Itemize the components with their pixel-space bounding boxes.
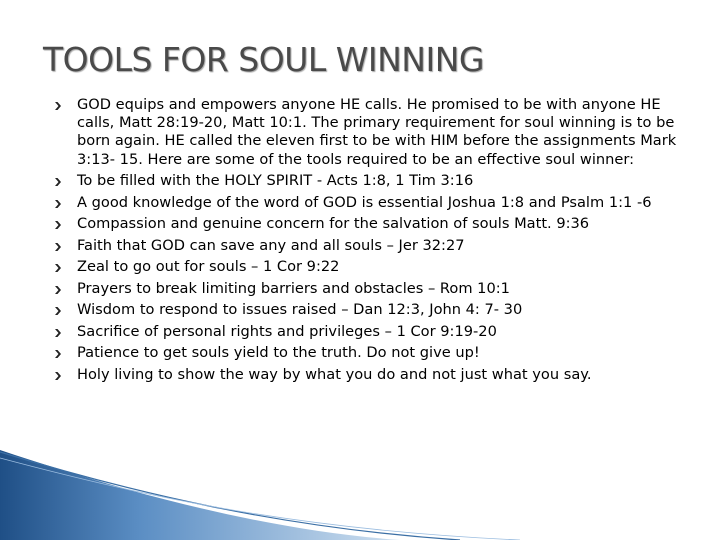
list-item xyxy=(55,96,695,169)
slide-title: TOOLS FOR SOUL WINNING xyxy=(43,40,484,79)
list-item-text: Wisdom to respond to issues raised – Dan 12:3, John 4: 7- 30 xyxy=(77,301,523,319)
list-item xyxy=(55,344,695,362)
arrow-bullet-icon xyxy=(55,200,63,208)
list-item-text: Sacrifice of personal rights and privileges – 1 Cor 9:19-20 xyxy=(77,322,497,340)
arrow-bullet-icon xyxy=(55,286,63,294)
list-item xyxy=(55,280,695,298)
list-item xyxy=(55,323,695,341)
list-item xyxy=(55,301,695,319)
list-item-text: Zeal to go out for souls – 1 Cor 9:22 xyxy=(77,258,340,276)
arrow-bullet-icon xyxy=(55,307,63,315)
arrow-bullet-icon xyxy=(55,264,63,272)
list-item-text: Patience to get souls yield to the truth. Do not give up! xyxy=(77,344,480,362)
list-item-text: To be filled with the HOLY SPIRIT - Acts 1:8, 1 Tim 3:16 xyxy=(77,172,474,190)
list-item xyxy=(55,215,695,233)
list-item xyxy=(55,237,695,255)
list-item-text: Compassion and genuine concern for the salvation of souls Matt. 9:36 xyxy=(77,215,590,233)
arrow-bullet-icon xyxy=(55,221,63,229)
arrow-bullet-icon xyxy=(55,243,63,251)
corner-swoosh-decoration xyxy=(0,440,720,540)
list-item-text: Holy living to show the way by what you do and not just what you say. xyxy=(77,365,592,383)
bullet-list xyxy=(55,96,695,387)
list-item-text: A good knowledge of the word of GOD is essential Joshua 1:8 and Psalm 1:1 -6 xyxy=(77,193,652,211)
arrow-bullet-icon xyxy=(55,102,63,110)
arrow-bullet-icon xyxy=(55,329,63,337)
list-item-text: GOD equips and empowers anyone HE calls. He promised to be with anyone HE calls, Matt 28:19-20, Matt 10:1. The primary requirement for soul winning is to be born again. HE called the eleven first to be with HIM before the assignments Mark 3:13- 15. Here are some of the tools required to be an effective soul winner: xyxy=(77,96,677,168)
list-item xyxy=(55,172,695,190)
arrow-bullet-icon xyxy=(55,350,63,358)
list-item-text: Prayers to break limiting barriers and obstacles – Rom 10:1 xyxy=(77,279,510,297)
list-item xyxy=(55,366,695,384)
arrow-bullet-icon xyxy=(55,372,63,380)
list-item xyxy=(55,194,695,212)
arrow-bullet-icon xyxy=(55,178,63,186)
list-item-text: Faith that GOD can save any and all souls – Jer 32:27 xyxy=(77,236,465,254)
list-item xyxy=(55,258,695,276)
